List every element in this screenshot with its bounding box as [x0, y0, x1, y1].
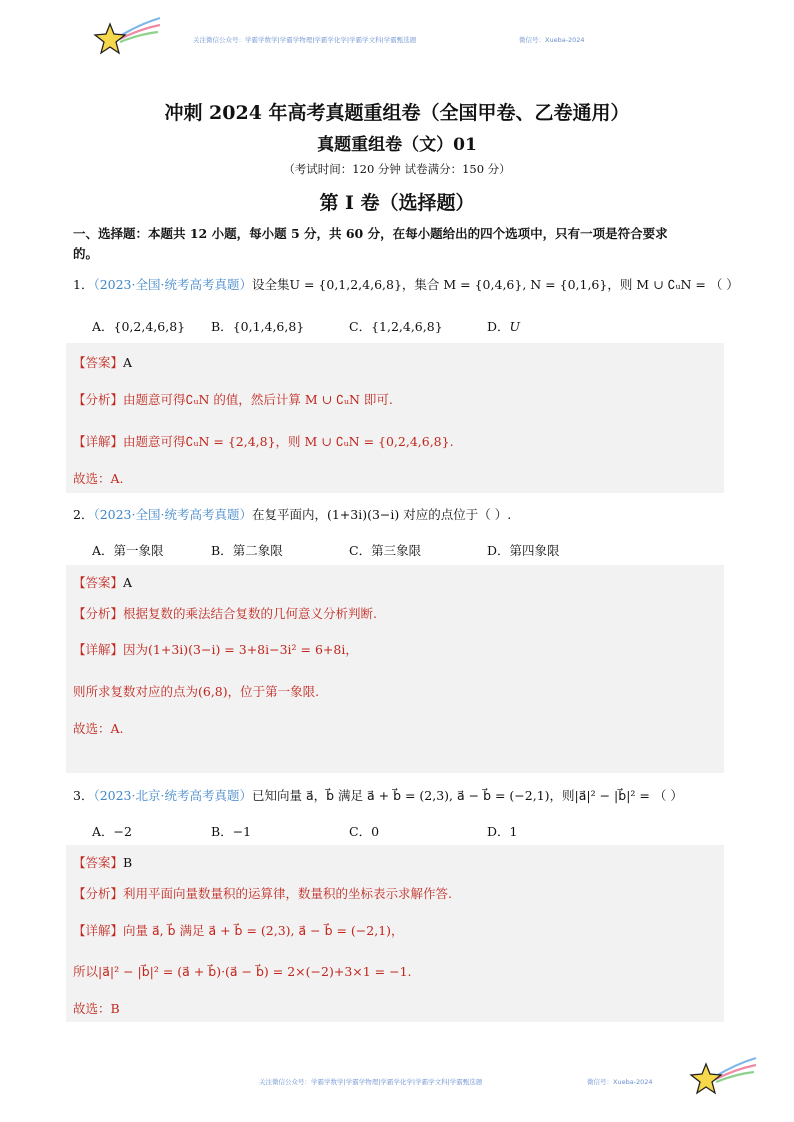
question-2-solution-box: [66, 565, 724, 773]
paper-subtitle: 真题重组卷（文）01: [317, 135, 477, 155]
question-3-option-a: A．−2: [92, 824, 132, 839]
question-3-detail-2: 所以|a⃗|² − |b⃗|² = (a⃗ + b⃗)·(a⃗ − b⃗) = 2×(−2)+3×1 = −1.: [73, 964, 412, 979]
footer-star-logo-icon: [688, 1054, 760, 1098]
question-2-detail: 【详解】因为(1+3i)(3−i) = 3+8i−3i² = 6+8i，: [73, 642, 358, 657]
paper-title: 冲刺 2024 年高考真题重组卷（全国甲卷、乙卷通用）: [164, 102, 630, 124]
question-2-detail-2: 则所求复数对应的点为(6,8)，位于第一象限.: [73, 684, 320, 699]
question-3-analysis: 【分析】利用平面向量数量积的运算律，数量积的坐标表示求解作答.: [73, 886, 452, 901]
question-text: 在复平面内，(1+3i)(3−i) 对应的点位于（ ）.: [251, 507, 512, 522]
question-3-stem: [73, 786, 683, 804]
header-wechat-accounts: 关注微信公众号：学霸学数学|学霸学物理|学霸学化学|学霸学文科|学霸甄选题: [193, 36, 417, 44]
question-1-stem: [73, 275, 739, 293]
question-1-option-d: D．U: [487, 319, 521, 334]
question-3-option-d: D．1: [487, 824, 518, 839]
star-logo-icon: [92, 14, 164, 58]
instructions-line1: 一、选择题：本题共 12 小题，每小题 5 分，共 60 分，在每小题给出的四个选项中，只有一项是符合要求: [73, 226, 668, 241]
exam-info: （考试时间：120 分钟 试卷满分：150 分）: [283, 162, 511, 176]
question-1-detail: 【详解】由题意可得∁ᵤN = {2,4,8}，则 M ∪ ∁ᵤN = {0,2,4,6,8}.: [73, 434, 454, 449]
instructions-line2: 的。: [73, 246, 99, 261]
question-3-conclusion: 故选：B: [73, 1001, 120, 1016]
question-1-option-a: A．{0,2,4,6,8}: [92, 319, 186, 334]
header-wechat-id: 微信号：Xueba-2024: [519, 36, 585, 44]
question-2-analysis: 【分析】根据复数的乘法结合复数的几何意义分析判断.: [73, 606, 377, 621]
question-3-option-b: B．−1: [211, 824, 252, 839]
question-2-conclusion: 故选：A.: [73, 721, 124, 736]
question-number: 1．: [73, 277, 94, 292]
question-2-option-c: C．第三象限: [349, 543, 422, 558]
question-text: 设全集U = {0,1,2,4,6,8}，集合 M = {0,4,6}, N = {0,1,6}，则 M ∪ ∁ᵤN = （ ）: [251, 277, 739, 292]
question-text: 已知向量 a⃗，b⃗ 满足 a⃗ + b⃗ = (2,3), a⃗ − b⃗ = (−2,1)，则|a⃗|² − |b⃗|² = （ ）: [251, 788, 683, 803]
question-3-detail: 【详解】向量 a⃗, b⃗ 满足 a⃗ + b⃗ = (2,3), a⃗ − b⃗ = (−2,1)，: [73, 923, 404, 938]
question-number: 3．: [73, 788, 94, 803]
question-1-answer: 【答案】A: [73, 355, 133, 370]
question-1-option-b: B．{0,1,4,6,8}: [211, 319, 305, 334]
question-1-conclusion: 故选：A.: [73, 471, 124, 486]
section-heading: 第 I 卷（选择题）: [319, 192, 475, 214]
question-2-option-a: A．第一象限: [92, 543, 164, 558]
question-3-option-c: C．0: [349, 824, 380, 839]
question-2-option-b: B．第二象限: [211, 543, 283, 558]
question-1-analysis: 【分析】由题意可得∁ᵤN 的值，然后计算 M ∪ ∁ᵤN 即可.: [73, 392, 393, 407]
question-1-solution-box: [66, 343, 724, 493]
question-number: 2．: [73, 507, 94, 522]
question-1-option-c: C．{1,2,4,6,8}: [349, 319, 443, 334]
question-2-option-d: D．第四象限: [487, 543, 560, 558]
question-source: （2023·全国·统考高考真题）: [93, 277, 252, 292]
question-source: （2023·北京·统考高考真题）: [93, 788, 252, 803]
footer-wechat-id: 微信号：Xueba-2024: [587, 1078, 653, 1086]
question-source: （2023·全国·统考高考真题）: [93, 507, 252, 522]
footer-wechat-accounts: 关注微信公众号：学霸学数学|学霸学物理|学霸学化学|学霸学文科|学霸甄选题: [259, 1078, 483, 1086]
question-2-answer: 【答案】A: [73, 575, 133, 590]
question-3-answer: 【答案】B: [73, 855, 133, 870]
question-2-stem: [73, 505, 511, 523]
